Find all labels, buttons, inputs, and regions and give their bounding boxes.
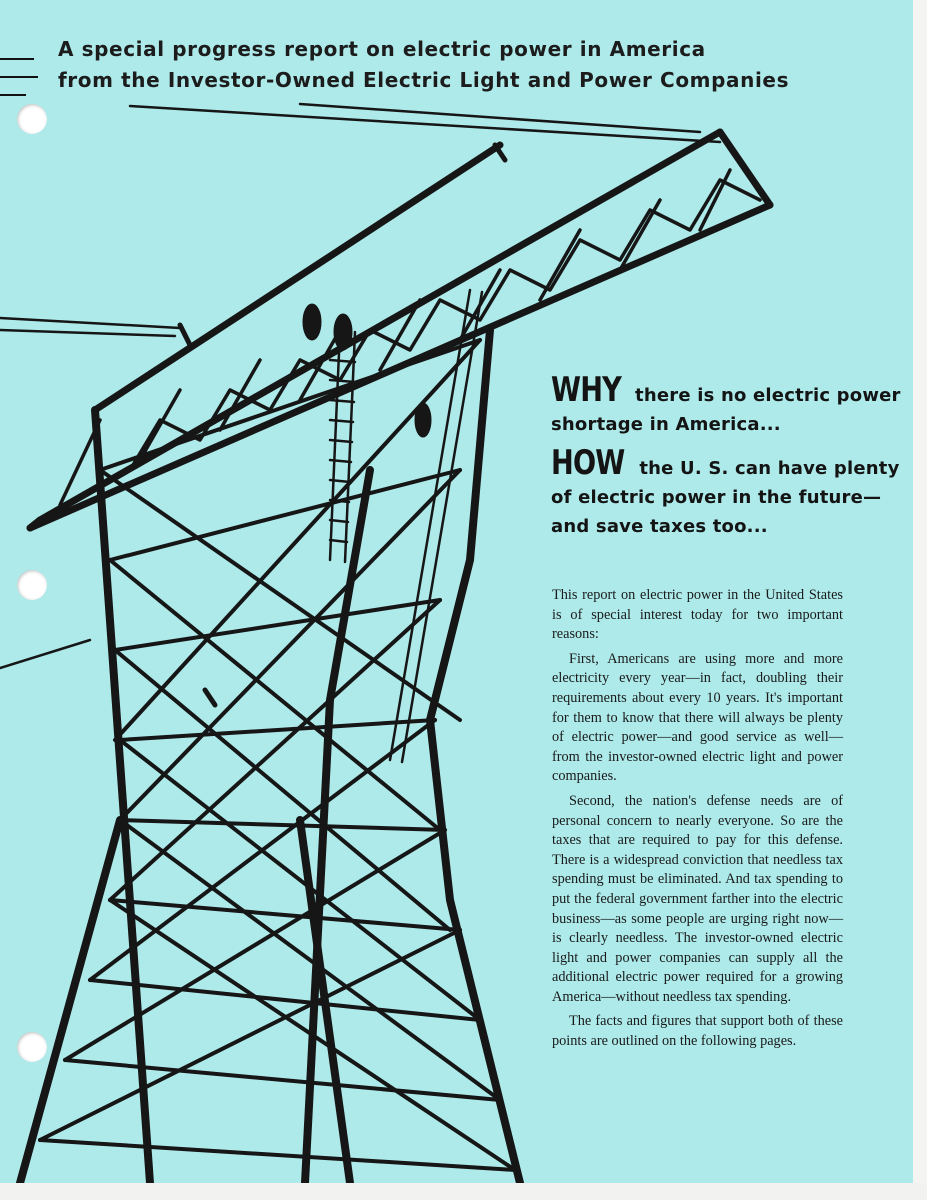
body-copy [552,586,843,1057]
tower-lattice [40,340,515,1170]
why-block [551,370,901,439]
why-line-2: shortage in America... [551,414,781,435]
how-word: HOW [551,443,625,483]
scan-edge-bottom [0,1183,927,1200]
why-line-1: there is no electric power [635,385,901,406]
body-paragraph-first: First, Americans are using more and more electricity every year—in fact, doubling their requirements about every 10 years. It's important for them to know that there will always be plenty of electric power—and good service as well—from the investor-owned electric light and power companies. [552,650,843,785]
header-line-1: A special progress report on electric power in America [58,37,706,61]
body-paragraph-intro: This report on electric power in the United States is of special interest today for two important reasons: [552,587,843,643]
how-line-2: of electric power in the future— [551,487,882,508]
how-line-3: and save taxes too... [551,516,768,537]
body-paragraph-closing: The facts and figures that support both of these points are outlined on the following pages. [552,1013,843,1050]
how-line-1: the U. S. can have plenty [639,458,900,479]
report-header [58,34,790,96]
headline [551,370,901,551]
how-block [551,443,900,541]
body-paragraph-second: Second, the nation's defense needs are of personal concern to nearly everyone. So are the taxes that are required to pay for this defense. There is a widespread conviction that needless tax spending must be eliminated. And tax spending to put the federal government farther into the electric business—as some people are urging right now—is clearly needless. The investor-owned electric light and power companies can supply all the additional electric power required for a growing America—without needless tax spending. [552,792,843,1005]
why-word: WHY [551,370,622,410]
header-line-2: from the Investor-Owned Electric Light and Power Companies [58,68,790,92]
scan-edge-right [913,0,927,1200]
